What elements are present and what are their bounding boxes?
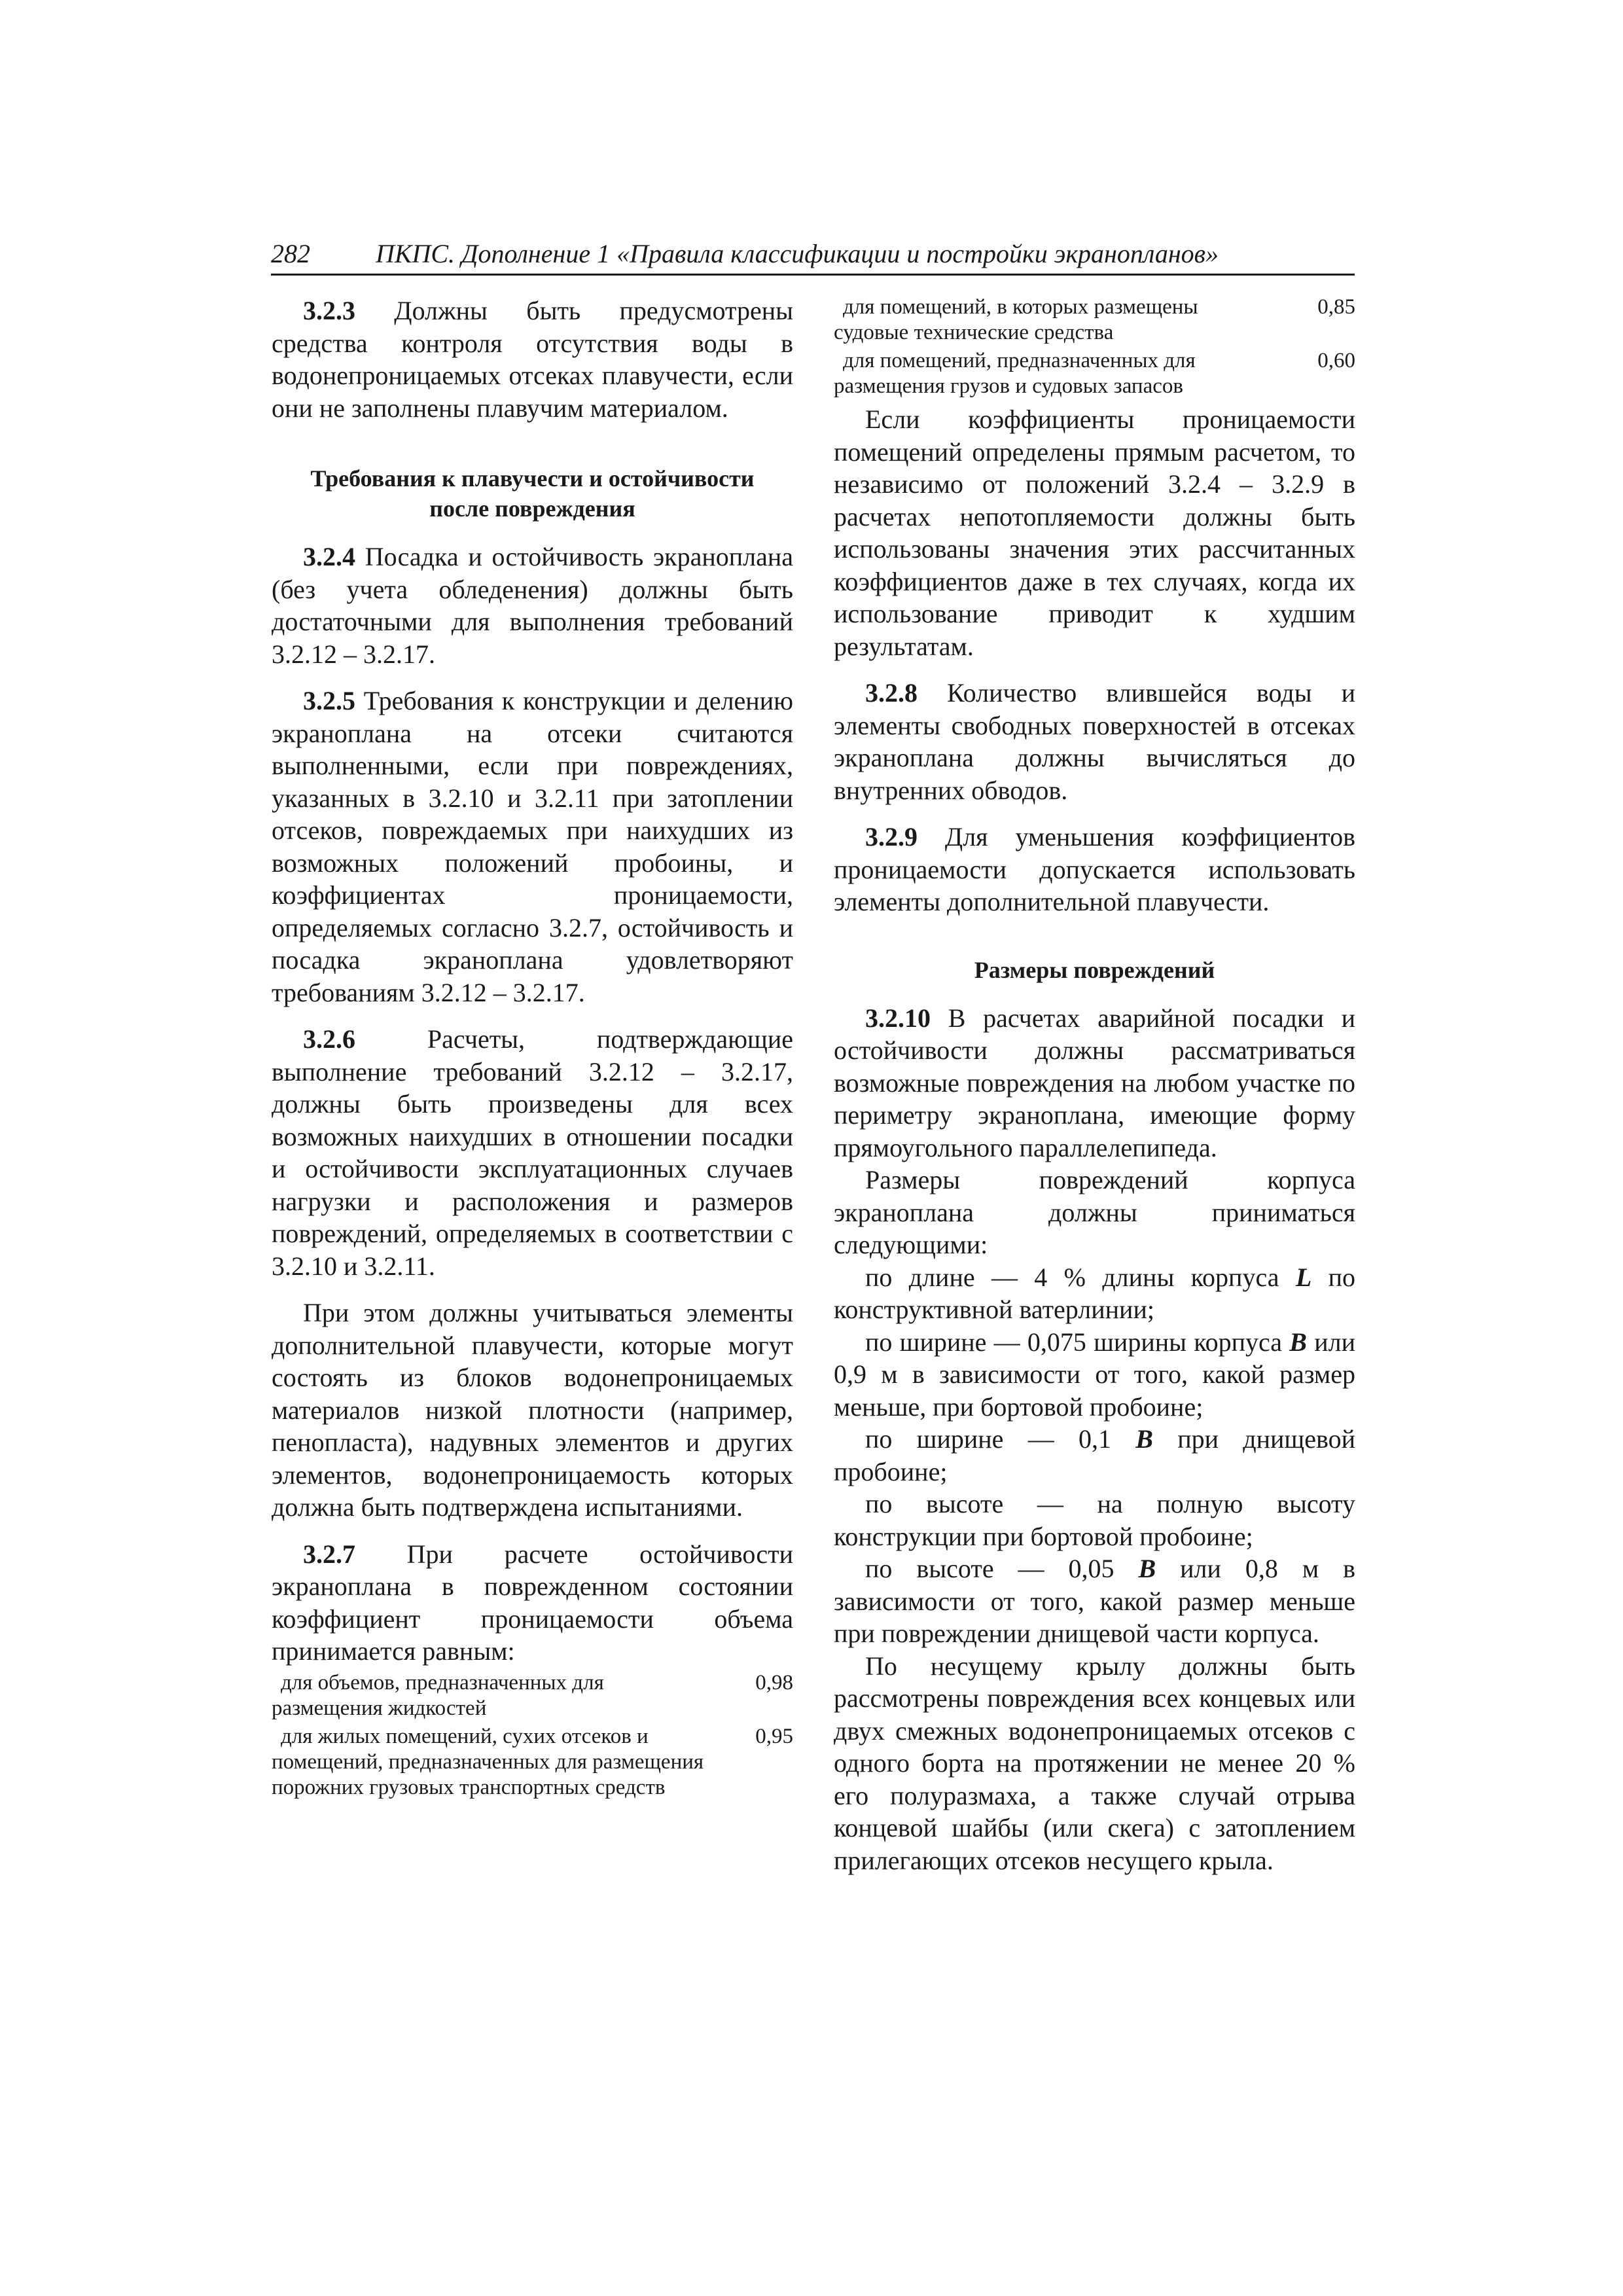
paragraph-text: Требования к конструкции и делению экраноплана на отсеки считаются выполненными, если при повреждениях, указанных в 3.2.10 и 3.2.11 при затоплении отсеков, повреждаемых при наихудших из возможных положений пробоины, и коэффициентах проницаемости, определяемых согласно 3.2.7, остойчивость и посадка экраноплана удовлетворяют требованиям 3.2.12 – 3.2.17. bbox=[272, 686, 793, 1007]
page-number: 282 bbox=[271, 239, 310, 268]
section-number: 3.2.5 bbox=[303, 686, 355, 715]
coefficient-label: для жилых помещений, сухих отсеков и помещений, предназначенных для размещения порожних грузовых транспортных средств bbox=[272, 1724, 704, 1799]
section-number: 3.2.3 bbox=[303, 296, 355, 325]
section-number: 3.2.10 bbox=[865, 1003, 931, 1033]
running-title: ПКПС. Дополнение 1 «Правила классификации и постройки экранопланов» bbox=[376, 239, 1219, 268]
paragraph-3-2-4 bbox=[272, 541, 793, 670]
damage-dimension-width-bottom: по ширине — 0,1 B при днищевой пробоине; bbox=[834, 1424, 1355, 1486]
paragraph-damage-dims-intro: Размеры повреждений корпуса экраноплана должны приниматься следующими: bbox=[834, 1165, 1355, 1259]
paragraph-3-2-7 bbox=[272, 1538, 793, 1668]
running-header bbox=[271, 238, 1355, 276]
paragraph-text: Должны быть предусмотрены средства контроля отсутствия воды в водонепроницаемых отсеках плавучести, если они не заполнены плавучим материалом. bbox=[272, 296, 793, 423]
paragraph-text: Для уменьшения коэффициентов проницаемости допускается использовать элементы дополнительной плавучести. bbox=[834, 822, 1355, 916]
symbol-B: B bbox=[1289, 1327, 1307, 1357]
paragraph-3-2-9 bbox=[834, 821, 1355, 918]
paragraph-3-2-3 bbox=[272, 295, 793, 424]
paragraph-permeability-direct: Если коэффициенты проницаемости помещений определены прямым расчетом, то независимо от положений 3.2.4 – 3.2.9 в расчетах непотопляемости должны быть использованы значения этих рассчитанных коэффициентов даже в тех случаях, когда их использование приводит к худшим результатам. bbox=[834, 404, 1355, 661]
section-heading: Размеры повреждений bbox=[974, 956, 1215, 983]
section-number: 3.2.8 bbox=[865, 678, 918, 708]
coefficient-row bbox=[272, 1670, 793, 1721]
section-number: 3.2.9 bbox=[865, 822, 918, 852]
damage-dimension-height-side: по высоте — на полную высоту конструкции при бортовой пробоине; bbox=[834, 1489, 1355, 1551]
left-column bbox=[272, 295, 793, 1801]
coefficient-label: для помещений, в которых размещены судовые технические средства bbox=[834, 295, 1198, 344]
coefficient-row bbox=[272, 1724, 793, 1801]
coefficient-value: 0,60 bbox=[1317, 349, 1355, 372]
right-column bbox=[834, 295, 1355, 1876]
coefficient-value: 0,95 bbox=[755, 1724, 793, 1748]
damage-dimension-height-bottom: по высоте — 0,05 B или 0,8 м в зависимости от того, какой размер меньше при повреждении днищевой части корпуса. bbox=[834, 1554, 1355, 1648]
coefficient-row bbox=[834, 295, 1355, 346]
coefficient-label: для помещений, предназначенных для размещения грузов и судовых запасов bbox=[834, 349, 1196, 398]
section-number: 3.2.6 bbox=[303, 1024, 355, 1054]
paragraph-text: При расчете остойчивости экраноплана в поврежденном состоянии коэффициент проницаемости объема принимается равным: bbox=[272, 1539, 793, 1666]
paragraph-text: Расчеты, подтверждающие выполнение требований 3.2.12 – 3.2.17, должны быть произведены для всех возможных наихудших в отношении посадки и остойчивости эксплуатационных случаев нагрузки и расположения и размеров повреждений, определяемых в соответствии с 3.2.10 и 3.2.11. bbox=[272, 1024, 793, 1281]
symbol-L: L bbox=[1295, 1262, 1312, 1292]
coefficient-value: 0,85 bbox=[1317, 295, 1355, 319]
damage-dimension-width-side: по ширине — 0,075 ширины корпуса B или 0,9 м в зависимости от того, какой размер меньше, при бортовой пробоине; bbox=[834, 1327, 1355, 1422]
paragraph-3-2-8 bbox=[834, 677, 1355, 806]
coefficient-row bbox=[834, 348, 1355, 399]
damage-dimension-length: по длине — 4 % длины корпуса L по конструктивной ватерлинии; bbox=[834, 1262, 1355, 1324]
paragraph-3-2-6 bbox=[272, 1023, 793, 1282]
paragraph-wing-damage: По несущему крылу должны быть рассмотрены повреждения всех концевых или двух смежных водонепроницаемых отсеков с одного борта на протяжении не менее 20 % его полуразмаха, а также случай отрыва концевой шайбы (или скега) с затоплением прилегающих отсеков несущего крыла. bbox=[834, 1651, 1355, 1875]
paragraph-text: Посадка и остойчивость экраноплана (без учета обледенения) должны быть достаточными для выполнения требований 3.2.12 – 3.2.17. bbox=[272, 542, 794, 669]
section-number: 3.2.4 bbox=[303, 542, 355, 571]
paragraph-text: В расчетах аварийной посадки и остойчивости должны рассматриваться возможные повреждения на любом участке по периметру экраноплана, имеющие форму прямоугольного параллелепипеда. bbox=[834, 1003, 1356, 1162]
paragraph-3-2-10 bbox=[834, 1002, 1355, 1164]
section-heading: Требования к плавучести и остойчивости после повреждения bbox=[310, 465, 755, 522]
symbol-B: B bbox=[1135, 1424, 1153, 1454]
section-number: 3.2.7 bbox=[303, 1539, 355, 1569]
paragraph-3-2-6-continued: При этом должны учитываться элементы дополнительной плавучести, которые могут состоять из блоков водонепроницаемых материалов низкой плотности (например, пенопласта), надувных элементов и других элементов, водонепроницаемость которых должна быть подтверждена испытаниями. bbox=[272, 1298, 793, 1522]
paragraph-3-2-5 bbox=[272, 685, 793, 1009]
symbol-B: B bbox=[1138, 1554, 1156, 1583]
paragraph-text: Количество влившейся воды и элементы свободных поверхностей в отсеках экраноплана должны вычисляться до внутренних обводов. bbox=[834, 678, 1355, 805]
coefficient-label: для объемов, предназначенных для размещения жидкостей bbox=[272, 1670, 604, 1720]
coefficient-value: 0,98 bbox=[755, 1670, 793, 1695]
